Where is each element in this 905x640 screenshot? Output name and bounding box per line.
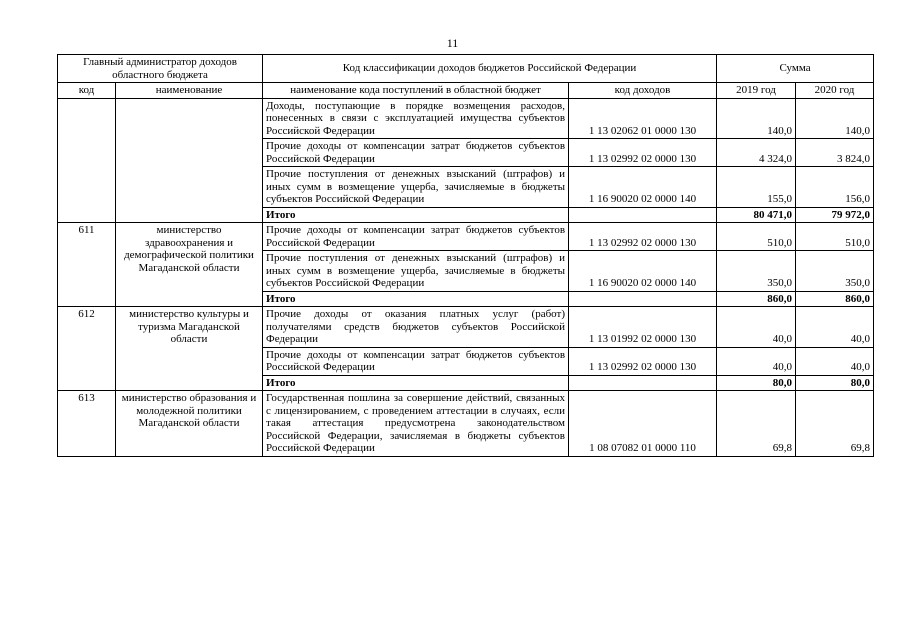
income-code: 1 13 02062 01 0000 130 (569, 98, 717, 139)
amount-2019: 40,0 (717, 307, 796, 348)
amount-2019: 40,0 (717, 347, 796, 375)
header-code-group: Код классификации доходов бюджетов Российской Федерации (263, 55, 717, 83)
amount-2019: 350,0 (717, 251, 796, 292)
admin-code (58, 98, 116, 223)
admin-name: министерство культуры и туризма Магаданской области (116, 307, 263, 391)
total-2019: 80 471,0 (717, 207, 796, 223)
income-code: 1 13 02992 02 0000 130 (569, 139, 717, 167)
admin-name: министерство образования и молодежной политики Магаданской области (116, 391, 263, 457)
income-code: 1 13 02992 02 0000 130 (569, 223, 717, 251)
header-row-2 (58, 83, 874, 99)
amount-2020: 140,0 (796, 98, 874, 139)
amount-2020: 156,0 (796, 167, 874, 208)
total-label: Итого (263, 375, 569, 391)
income-name: Прочие доходы от компенсации затрат бюджетов субъектов Российской Федерации (263, 139, 569, 167)
total-label: Итого (263, 207, 569, 223)
page-number: 11 (446, 36, 459, 50)
income-code: 1 16 90020 02 0000 140 (569, 251, 717, 292)
amount-2019: 155,0 (717, 167, 796, 208)
amount-2020: 510,0 (796, 223, 874, 251)
admin-code: 611 (58, 223, 116, 307)
income-name: Прочие доходы от компенсации затрат бюджетов субъектов Российской Федерации (263, 223, 569, 251)
admin-code: 612 (58, 307, 116, 391)
amount-2020: 350,0 (796, 251, 874, 292)
income-name: Доходы, поступающие в порядке возмещения расходов, понесенных в связи с эксплуатацией имущества субъектов Российской Федерации (263, 98, 569, 139)
table-row (58, 98, 874, 139)
admin-code: 613 (58, 391, 116, 457)
income-code: 1 13 01992 02 0000 130 (569, 307, 717, 348)
total-2020: 860,0 (796, 291, 874, 307)
header-col-name: наименование (116, 83, 263, 99)
header-col-income-name: наименование кода поступлений в областной бюджет (263, 83, 569, 99)
total-2020: 80,0 (796, 375, 874, 391)
income-name: Прочие поступления от денежных взысканий (штрафов) и иных сумм в возмещение ущерба, зачисляемые в бюджеты субъектов Российской Федерации (263, 251, 569, 292)
amount-2020: 40,0 (796, 307, 874, 348)
income-code: 1 16 90020 02 0000 140 (569, 167, 717, 208)
header-col-2020: 2020 год (796, 83, 874, 99)
table-row (58, 223, 874, 251)
amount-2019: 140,0 (717, 98, 796, 139)
header-col-2019: 2019 год (717, 83, 796, 99)
amount-2019: 69,8 (717, 391, 796, 457)
total-label: Итого (263, 291, 569, 307)
table-body (58, 98, 874, 456)
income-name: Прочие поступления от денежных взысканий (штрафов) и иных сумм в возмещение ущерба, зачисляемые в бюджеты субъектов Российской Федерации (263, 167, 569, 208)
header-col-kod: код (58, 83, 116, 99)
income-name: Прочие доходы от компенсации затрат бюджетов субъектов Российской Федерации (263, 347, 569, 375)
header-col-income-code: код доходов (569, 83, 717, 99)
income-name: Прочие доходы от оказания платных услуг (работ) получателями средств бюджетов субъектов Российской Федерации (263, 307, 569, 348)
income-code: 1 08 07082 01 0000 110 (569, 391, 717, 457)
total-2019: 860,0 (717, 291, 796, 307)
table-row (58, 307, 874, 348)
amount-2020: 3 824,0 (796, 139, 874, 167)
header-admin-group: Главный администратор доходов областного бюджета (58, 55, 263, 83)
amount-2020: 40,0 (796, 347, 874, 375)
income-code: 1 13 02992 02 0000 130 (569, 347, 717, 375)
income-table (57, 54, 874, 457)
amount-2019: 510,0 (717, 223, 796, 251)
header-row-1 (58, 55, 874, 83)
table-row (58, 391, 874, 457)
total-2020: 79 972,0 (796, 207, 874, 223)
amount-2019: 4 324,0 (717, 139, 796, 167)
total-code-empty (569, 291, 717, 307)
total-2019: 80,0 (717, 375, 796, 391)
admin-name (116, 98, 263, 223)
admin-name: министерство здравоохранения и демографической политики Магаданской области (116, 223, 263, 307)
total-code-empty (569, 375, 717, 391)
amount-2020: 69,8 (796, 391, 874, 457)
income-name: Государственная пошлина за совершение действий, связанных с лицензированием, с проведением аттестации в случаях, если такая аттестация предусмотрена законодательством Российской Федерации, зачисляемая в бюджеты субъектов Российской Федерации (263, 391, 569, 457)
total-code-empty (569, 207, 717, 223)
header-sum-group: Сумма (717, 55, 874, 83)
